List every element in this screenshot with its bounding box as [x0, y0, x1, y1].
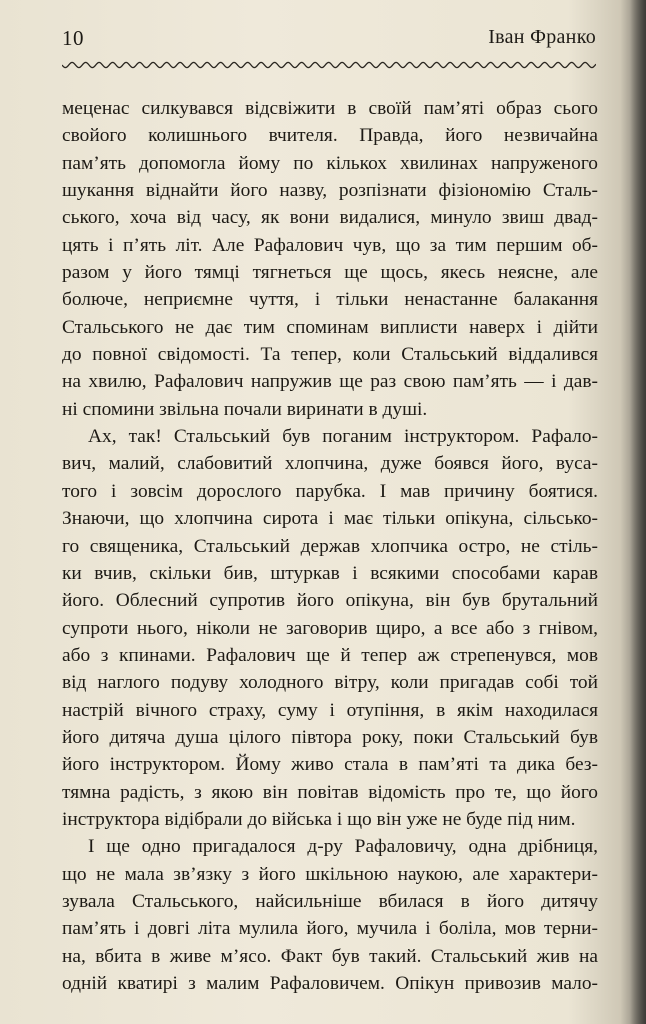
- text-line: того і зовсім дорослого парубка. І мав причину боятися.: [62, 480, 598, 502]
- text-line: Ах, так! Стальський був поганим інструктором. Рафало-: [88, 426, 598, 448]
- text-line: Стальського не дає тим споминам виплисти наверх і дійти: [62, 316, 598, 338]
- book-spine-shadow: [630, 0, 646, 1024]
- text-line: від наглого подуву холодного вітру, коли пригадав собі той: [62, 672, 598, 694]
- text-line: пам’ять допомогла йому по кількох хвилинах напруженого: [62, 152, 598, 174]
- text-line: до повної свідомості. Та тепер, коли Стальський віддалився: [62, 344, 598, 366]
- text-line: зувала Стальського, найсильніше вбилася в його дитячу: [62, 890, 598, 912]
- text-line: цять і п’ять літ. Але Рафалович чув, що за тим першим об-: [62, 234, 598, 256]
- text-line: свойого колишнього вчителя. Правда, його незвичайна: [62, 125, 598, 147]
- text-line: інструктора відібрали до війська і що він уже не буде під ним.: [62, 808, 576, 830]
- text-line: його дитяча душа цілого півтора року, поки Стальський був: [62, 726, 598, 748]
- text-line: меценас силкувався відсвіжити в своїй пам’яті образ сього: [62, 98, 598, 119]
- text-line: Знаючи, що хлопчина сирота і має тільки опікуна, сільсько-: [62, 508, 598, 530]
- text-line: одній кватирі з малим Рафаловичем. Опікун привозив мало-: [62, 973, 598, 994]
- text-line: на, вбита в живе м’ясо. Факт був такий. Стальський жив на: [62, 945, 598, 967]
- text-line: ні спомини звільна почали виринати в душі.: [62, 398, 428, 420]
- text-line: супроти нього, ніколи не заговорив щиро, а все або з гнівом,: [62, 617, 598, 639]
- text-line: шукання віднайти його назву, розпізнати фізіономію Сталь-: [62, 180, 598, 202]
- text-line: тямна радість, з якою він повітав відомість про те, що його: [62, 781, 598, 803]
- text-line: го священика, Стальський держав хлопчика остро, не стіль-: [62, 535, 598, 557]
- text-line: І ще одно пригадалося д-ру Рафаловичу, одна дрібниця,: [88, 836, 598, 858]
- text-line: настрій вічного страху, суму і отупіння, в якім находилася: [62, 699, 598, 721]
- body-text: [62, 95, 598, 997]
- page-number: 10: [62, 26, 84, 50]
- text-line: його інструктором. Йому живо стала в пам’яті та дика без-: [62, 754, 598, 776]
- text-line: на хвилю, Рафалович напружив ще раз свою пам’ять — і дав-: [62, 371, 598, 393]
- text-line: вич, малий, слабовитий хлопчина, дуже боявся його, вуса-: [62, 453, 598, 475]
- running-title: Іван Франко: [488, 26, 596, 48]
- text-line: разом у його тямці тягнеться ще щось, якесь неясне, але: [62, 262, 598, 284]
- wavy-divider: [62, 60, 596, 70]
- text-line: або з кпинами. Рафалович ще й тепер аж стрепенувся, мов: [62, 644, 598, 666]
- text-line: що не мала зв’язку з його шкільною наукою, але характери-: [62, 863, 598, 885]
- text-line: ки вчив, скільки бив, штуркав і всякими способами карав: [62, 562, 598, 584]
- text-line: пам’ять і довгі літа мулила його, мучила і боліла, мов терни-: [62, 918, 598, 940]
- page-header: [62, 26, 596, 60]
- text-line: болюче, неприємне чуття, і тільки ненастанне балакання: [62, 289, 598, 311]
- text-line: ського, хоча від часу, як вони видалися, минуло звиш двад-: [62, 207, 598, 229]
- text-line: його. Облесний супротив його опікуна, він був брутальний: [62, 590, 598, 612]
